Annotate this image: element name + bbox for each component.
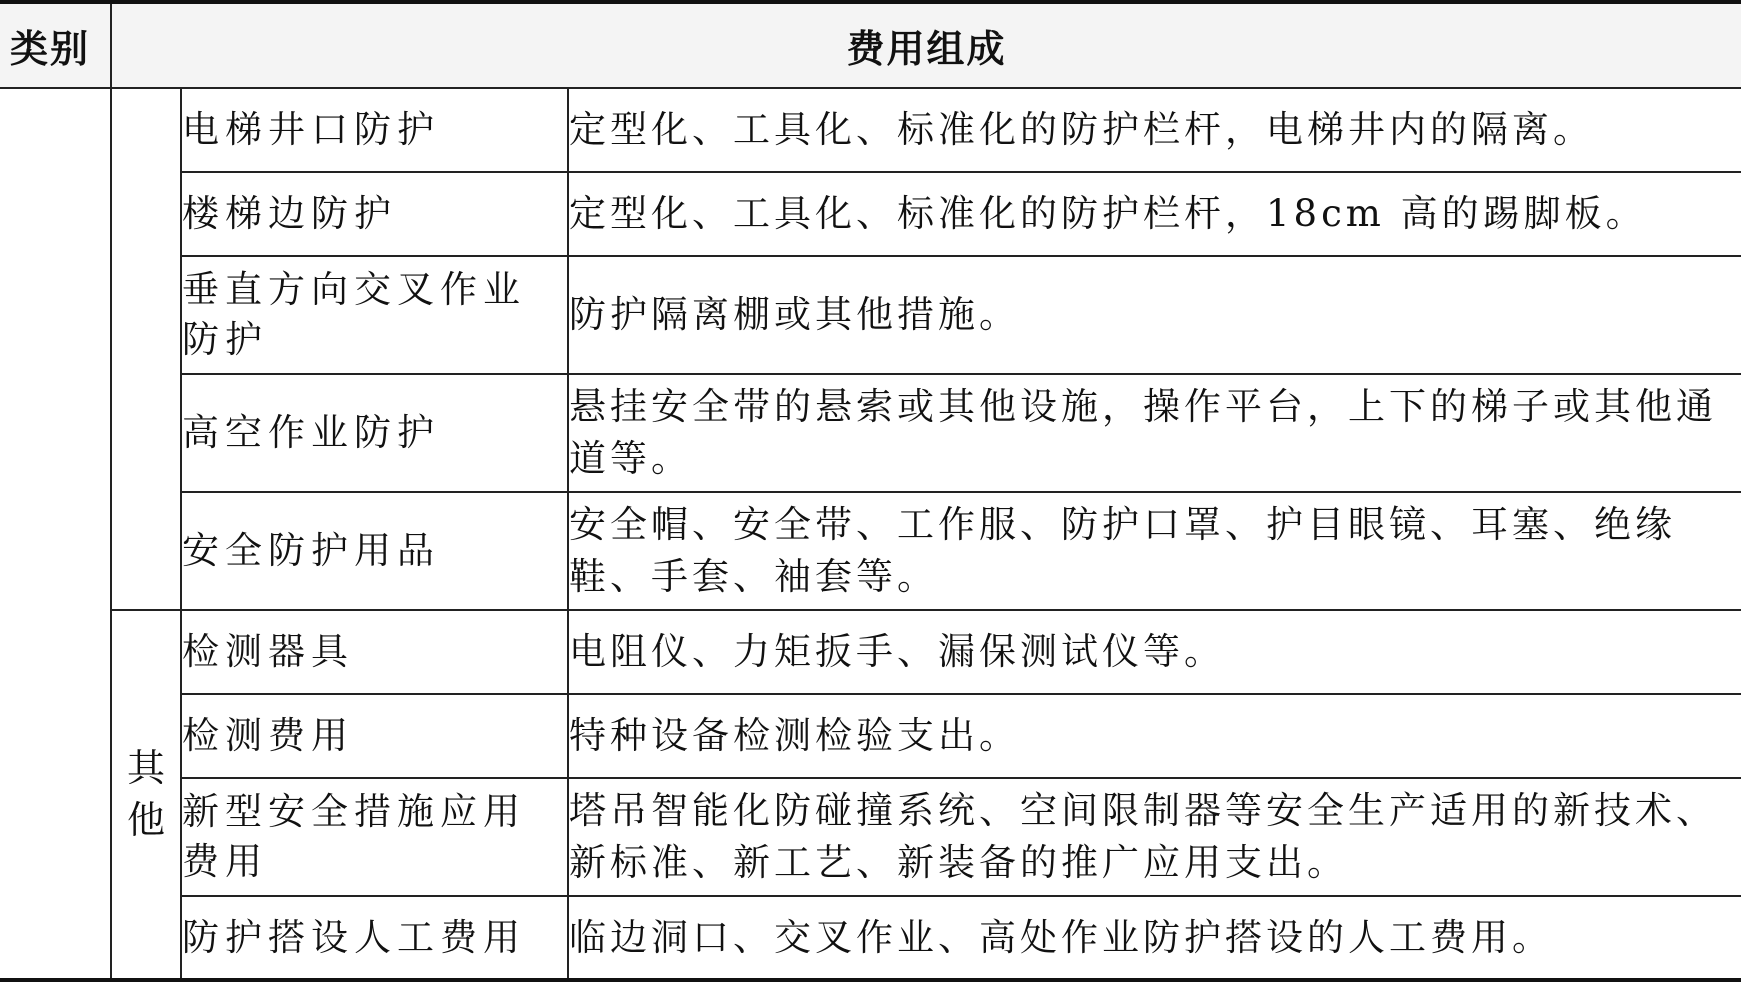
item-name: 高空作业防护 <box>181 374 568 492</box>
item-description: 定型化、工具化、标准化的防护栏杆，电梯井内的隔离。 <box>568 88 1741 172</box>
table-row <box>0 88 1741 172</box>
subcategory-cell-protection <box>111 88 181 610</box>
table-row <box>0 492 1741 610</box>
item-description: 塔吊智能化防碰撞系统、空间限制器等安全生产适用的新技术、新标准、新工艺、新装备的推广应用支出。 <box>568 778 1741 896</box>
table-row <box>0 172 1741 256</box>
table-row <box>0 374 1741 492</box>
item-name: 安全防护用品 <box>181 492 568 610</box>
item-description: 临边洞口、交叉作业、高处作业防护搭设的人工费用。 <box>568 896 1741 980</box>
item-description: 安全帽、安全带、工作服、防护口罩、护目眼镜、耳塞、绝缘鞋、手套、袖套等。 <box>568 492 1741 610</box>
item-name: 垂直方向交叉作业防护 <box>181 256 568 374</box>
item-name: 楼梯边防护 <box>181 172 568 256</box>
item-description: 特种设备检测检验支出。 <box>568 694 1741 778</box>
item-description: 电阻仪、力矩扳手、漏保测试仪等。 <box>568 610 1741 694</box>
table-row <box>0 694 1741 778</box>
subcategory-cell-other <box>111 610 181 980</box>
item-description: 悬挂安全带的悬索或其他设施，操作平台，上下的梯子或其他通道等。 <box>568 374 1741 492</box>
item-name: 电梯井口防护 <box>181 88 568 172</box>
header-composition: 费用组成 <box>111 2 1741 88</box>
item-name: 检测费用 <box>181 694 568 778</box>
subcategory-label: 其他 <box>126 746 165 842</box>
table-header-row <box>0 2 1741 88</box>
category-cell <box>0 88 111 980</box>
table-row <box>0 256 1741 374</box>
item-description: 定型化、工具化、标准化的防护栏杆，18cm 高的踢脚板。 <box>568 172 1741 256</box>
table-row <box>0 778 1741 896</box>
item-description: 防护隔离棚或其他措施。 <box>568 256 1741 374</box>
table-row <box>0 896 1741 980</box>
item-name: 防护搭设人工费用 <box>181 896 568 980</box>
item-name: 检测器具 <box>181 610 568 694</box>
item-name: 新型安全措施应用费用 <box>181 778 568 896</box>
header-category: 类别 <box>0 2 111 88</box>
table-row <box>0 610 1741 694</box>
